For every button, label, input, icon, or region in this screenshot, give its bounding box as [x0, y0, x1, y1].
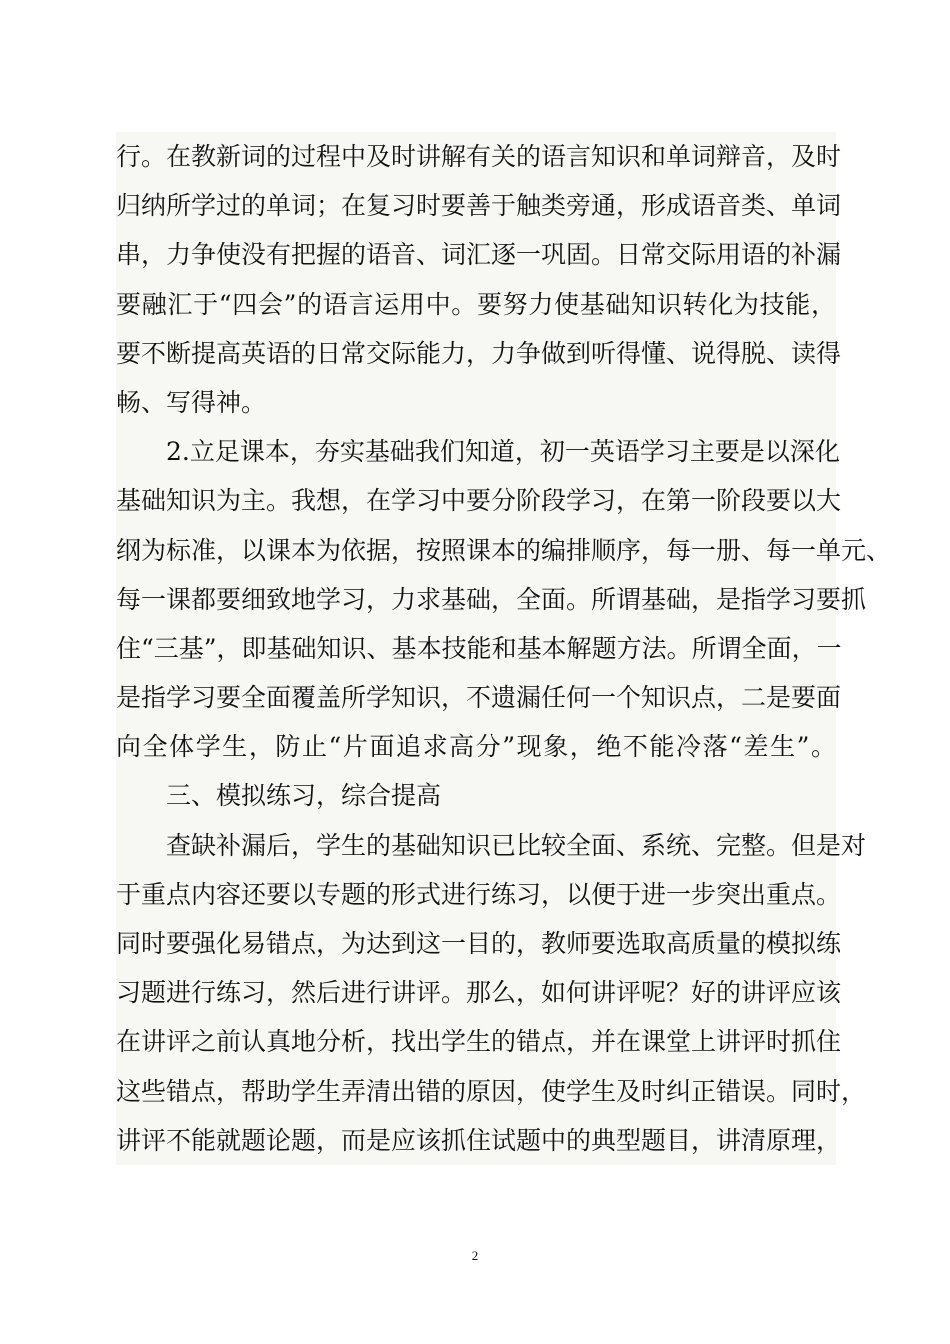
- page-number: 2: [471, 1248, 479, 1263]
- text-line: 每一课都要细致地学习，力求基础，全面。所谓基础，是指学习要抓: [116, 584, 867, 614]
- text-line: 畅、写得神。: [116, 387, 267, 417]
- text-line: 纲为标准，以课本为依据，按照课本的编排顺序，每一册、每一单元、: [116, 535, 892, 565]
- text-line: 住“三基”，即基础知识、基本技能和基本解题方法。所谓全面，一: [116, 633, 842, 663]
- text-line: 习题进行练习，然后进行讲评。那么，如何讲评呢？好的讲评应该: [116, 978, 842, 1008]
- text-line: 在讲评之前认真地分析，找出学生的错点，并在课堂上讲评时抓住: [116, 1027, 842, 1057]
- text-line: 是指学习要全面覆盖所学知识，不遗漏任何一个知识点，二是要面: [116, 683, 842, 713]
- text-line: 行。在教新词的过程中及时讲解有关的语言知识和单词辩音，及时: [116, 142, 842, 171]
- text-line: 基础知识为主。我想，在学习中要分阶段学习，在第一阶段要以大: [116, 486, 842, 516]
- text-line: 讲评不能就题论题，而是应该抓住试题中的典型题目，讲清原理，: [116, 1125, 842, 1155]
- text-line: 要融汇于“四会”的语言运用中。要努力使基础知识转化为技能，: [116, 289, 836, 319]
- text-line: 三、模拟练习，综合提高: [166, 781, 442, 811]
- text-line: 2.立足课本，夯实基础我们知道，初一英语学习主要是以深化: [166, 437, 840, 467]
- body-text: [116, 132, 892, 1165]
- text-line: 于重点内容还要以专题的形式进行练习，以便于进一步突出重点。: [116, 879, 842, 909]
- text-line: 这些错点，帮助学生弄清出错的原因，使学生及时纠正错误。同时，: [116, 1076, 867, 1106]
- text-line: 归纳所学过的单词；在复习时要善于触类旁通，形成语音类、单词: [116, 191, 842, 221]
- text-line: 同时要强化易错点，为达到这一目的，教师要选取高质量的模拟练: [116, 929, 842, 958]
- text-line: 向全体学生，防止“片面追求高分”现象，绝不能冷落“差生”。: [116, 732, 836, 762]
- text-line: 串，力争使没有把握的语音、词汇逐一巩固。日常交际用语的补漏: [116, 240, 842, 270]
- text-line: 要不断提高英语的日常交际能力，力争做到听得懂、说得脱、读得: [116, 338, 842, 368]
- text-line: 查缺补漏后，学生的基础知识已比较全面、系统、完整。但是对: [166, 830, 867, 860]
